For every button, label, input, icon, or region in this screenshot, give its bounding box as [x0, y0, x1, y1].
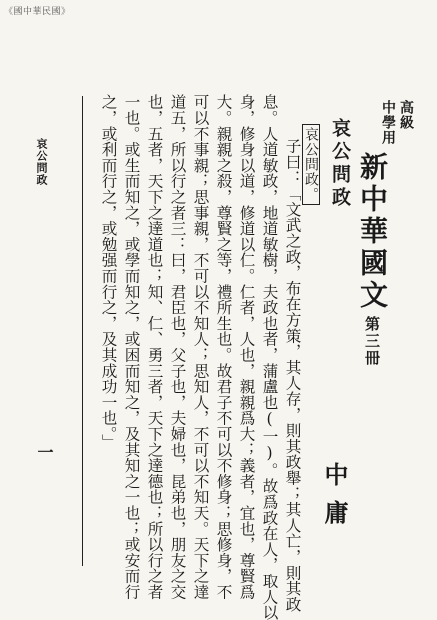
body-line-9: 之，或利而行之，或勉强而行之，及其成功一也。」 [99, 94, 118, 450]
book-title: 新中華國文 [356, 152, 389, 312]
margin-rule [82, 96, 83, 566]
body-line-8: 一也。或生而知之，或學而知之，或困而知之，及其知之一也；或安而行 [122, 94, 141, 600]
lesson-box: 哀公問政。 [302, 124, 320, 205]
page-number: 一 [35, 444, 54, 460]
body-line-3: 身，修身以道，修道以仁。仁者，人也，親親爲大；義者，宜也，尊賢爲 [237, 94, 256, 600]
section-tag: 中庸 [320, 462, 349, 538]
series-top: 高級 [398, 100, 414, 130]
body-line-2: 息。人道敏政，地道敏樹，夫政也者，蒲盧也(一)。故爲政在人，取人以 [260, 94, 279, 620]
watermark: 《國中華民國》 [4, 7, 71, 17]
margin-running-title: 哀公問政 [35, 138, 48, 186]
body-line-4: 大。親親之殺，尊賢之等，禮所生也。故君子不可以不修身；思修身，不 [214, 94, 233, 600]
volume-label: 第三冊 [363, 316, 381, 367]
body-line-5: 可以不事親；思事親，不可以不知人；思知人，不可以不知天。天下之達 [191, 94, 210, 600]
series-bottom: 中學用 [380, 100, 396, 145]
body-line-1: 子曰：「文武之政，布在方策，其人存，則其政舉；其人亡，則其政 [283, 138, 302, 612]
lesson-title: 哀公問政 [329, 118, 351, 210]
body-line-7: 也，五者，天下之達道也；知、仁、勇三者，天下之達德也；所以行之者 [145, 94, 164, 600]
body-line-6: 道五，所以行之者三：曰，君臣也，父子也，夫婦也，昆弟也，朋友之交 [168, 94, 187, 600]
